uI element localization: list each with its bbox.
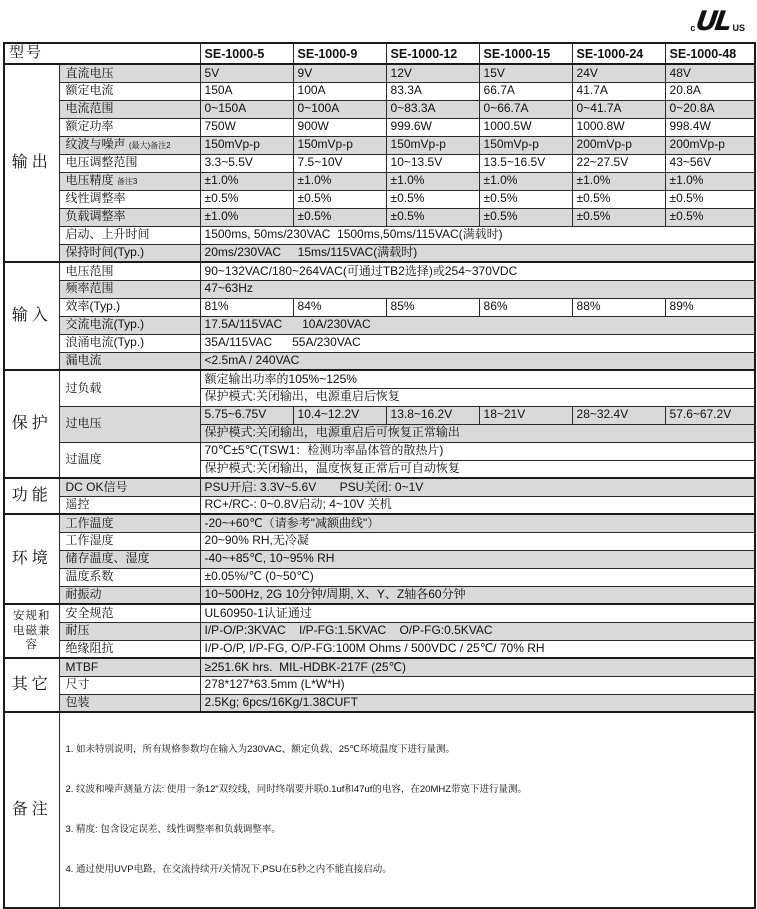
spec-value: -20~+60℃（请参考"减额曲线"） (200, 514, 755, 532)
ul-us-label: US (732, 23, 745, 33)
row-vibration (4, 586, 755, 604)
row-mtbf (4, 658, 755, 676)
specification-table (3, 42, 756, 909)
spec-value: 0~66.7A (479, 100, 572, 118)
row-label: 频率范围 (59, 280, 200, 298)
row-voltage-range (4, 262, 755, 280)
row-working-temp (4, 514, 755, 532)
spec-value: 5.75~6.75V (200, 406, 293, 424)
spec-value: 84% (293, 298, 386, 316)
row-label: 漏电流 (59, 352, 200, 370)
row-withstand-voltage (4, 622, 755, 640)
footnote-ref: (最大)备注2 (128, 141, 171, 151)
note-line: 1. 如未特别说明，所有规格参数均在输入为230VAC、额定负载、25℃环境温度下进行量测。 (65, 743, 455, 755)
section-label-safety-emc: 安规和 电磁兼容 (4, 604, 59, 658)
spec-value: 998.4W (665, 118, 755, 136)
spec-value: 3.3~5.5V (200, 154, 293, 172)
spec-value: 57.6~67.2V (665, 406, 755, 424)
section-output (4, 64, 755, 262)
spec-value: 28~32.4V (572, 406, 665, 424)
section-function (4, 478, 755, 514)
note-line: 2. 纹波和噪声测量方法: 使用一条12"双绞线，同时终端要并联0.1uf和47uf的电容，在20MHZ带宽下进行量测。 (65, 784, 528, 796)
spec-value: 200mVp-p (665, 136, 755, 154)
spec-value: ±0.5% (293, 208, 386, 226)
spec-value: 150mVp-p (200, 136, 293, 154)
row-label: 过负载 (59, 370, 200, 406)
spec-value: 47~63Hz (200, 280, 755, 298)
row-label: 包装 (59, 694, 200, 712)
spec-value: UL60950-1认证通过 (200, 604, 755, 622)
row-voltage-adj-range (4, 154, 755, 172)
row-label: 工作温度 (59, 514, 200, 532)
spec-value: ±1.0% (479, 172, 572, 190)
note-line: 3. 精度: 包含设定误差、线性调整率和负载调整率。 (65, 824, 281, 836)
spec-value: ±0.5% (665, 190, 755, 208)
row-label: 交流电流(Typ.) (59, 316, 200, 334)
spec-value: 150mVp-p (386, 136, 479, 154)
spec-value: I/P-O/P, I/P-FG, O/P-FG:100M Ohms / 500VDC / 25℃/ 70% RH (200, 640, 755, 658)
spec-value: ±0.5% (386, 208, 479, 226)
spec-value: 66.7A (479, 82, 572, 100)
spec-value: 999.6W (386, 118, 479, 136)
spec-value: ±1.0% (572, 172, 665, 190)
spec-value: RC+/RC-: 0~0.8V启动; 4~10V 关机 (200, 496, 755, 514)
spec-value: ±0.5% (572, 190, 665, 208)
spec-value: 86% (479, 298, 572, 316)
spec-value: 200mVp-p (572, 136, 665, 154)
spec-value: 15V (479, 64, 572, 82)
spec-value: ±0.5% (479, 190, 572, 208)
spec-value: ±0.05%/℃ (0~50℃) (200, 568, 755, 586)
spec-value: 9V (293, 64, 386, 82)
row-label: 启动、上升时间 (59, 226, 200, 244)
row-inrush-current (4, 334, 755, 352)
row-label: 电流范围 (59, 100, 200, 118)
spec-value: I/P-O/P:3KVAC I/P-FG:1.5KVAC O/P-FG:0.5KVAC (200, 622, 755, 640)
spec-value: 150A (200, 82, 293, 100)
row-notes (4, 712, 755, 908)
spec-value: 48V (665, 64, 755, 82)
spec-value: ±0.5% (479, 208, 572, 226)
spec-value: 22~27.5V (572, 154, 665, 172)
row-storage-temp (4, 550, 755, 568)
section-safety-emc (4, 604, 755, 658)
spec-value: 20~90% RH,无冷凝 (200, 532, 755, 550)
section-label-input: 输入 (4, 262, 59, 370)
spec-value: 7.5~10V (293, 154, 386, 172)
row-ac-current (4, 316, 755, 334)
section-protection (4, 370, 755, 478)
note-line: 4. 通过使用UVP电路，在交流持续开/关情况下,PSU在5秒之内不能直接启动。 (65, 864, 392, 876)
spec-value: 保护模式:关闭输出，温度恢复正常后可自动恢复 (200, 460, 755, 478)
row-working-humidity (4, 532, 755, 550)
row-label: MTBF (59, 658, 200, 676)
spec-value: <2.5mA / 240VAC (200, 352, 755, 370)
section-label-others: 其它 (4, 658, 59, 712)
row-label: 耐振动 (59, 586, 200, 604)
spec-value: 0~100A (293, 100, 386, 118)
notes-cell (59, 712, 755, 908)
row-label: 保持时间(Typ.) (59, 244, 200, 262)
row-label: 电压调整范围 (59, 154, 200, 172)
footnote-ref: 备注3 (116, 177, 138, 187)
spec-value: 额定输出功率的105%~125% (200, 370, 755, 388)
spec-value: 18~21V (479, 406, 572, 424)
spec-value: 85% (386, 298, 479, 316)
spec-value: 0~41.7A (572, 100, 665, 118)
row-label: 遥控 (59, 496, 200, 514)
spec-value: ±0.5% (665, 208, 755, 226)
spec-value: 278*127*63.5mm (L*W*H) (200, 676, 755, 694)
section-others (4, 658, 755, 712)
spec-value: 0~83.3A (386, 100, 479, 118)
spec-value: 83.3A (386, 82, 479, 100)
row-dimension (4, 676, 755, 694)
row-isolation-resistance (4, 640, 755, 658)
spec-value: 保护模式:关闭输出，电源重启后恢复 (200, 388, 755, 406)
row-packing (4, 694, 755, 712)
spec-value: 2.5Kg; 6pcs/16Kg/1.38CUFT (200, 694, 755, 712)
row-voltage-tolerance (4, 172, 755, 190)
row-rated-current (4, 82, 755, 100)
section-label-protection: 保护 (4, 370, 59, 478)
model-name: SE-1000-24 (572, 43, 665, 64)
row-label: 效率(Typ.) (59, 298, 200, 316)
section-notes (4, 712, 755, 908)
row-current-range (4, 100, 755, 118)
row-safety-standards (4, 604, 755, 622)
spec-value: ±0.5% (293, 190, 386, 208)
spec-value: 89% (665, 298, 755, 316)
row-label: 纹波与噪声 (最大)备注2 (59, 136, 200, 154)
row-label: 绝缘阻抗 (59, 640, 200, 658)
row-label: 直流电压 (59, 64, 200, 82)
spec-value: 88% (572, 298, 665, 316)
row-line-regulation (4, 190, 755, 208)
spec-value: 900W (293, 118, 386, 136)
spec-value: 13.8~16.2V (386, 406, 479, 424)
row-label: 额定电流 (59, 82, 200, 100)
row-label: 浪涌电流(Typ.) (59, 334, 200, 352)
row-label: 工作湿度 (59, 532, 200, 550)
row-temp-coefficient (4, 568, 755, 586)
row-label: 线性调整率 (59, 190, 200, 208)
spec-value: 20.8A (665, 82, 755, 100)
row-ripple-noise (4, 136, 755, 154)
spec-value: 41.7A (572, 82, 665, 100)
section-environment (4, 514, 755, 604)
spec-value: ±0.5% (386, 190, 479, 208)
spec-value: 10.4~12.2V (293, 406, 386, 424)
section-input (4, 262, 755, 370)
spec-value: 0~20.8A (665, 100, 755, 118)
row-label: 耐压 (59, 622, 200, 640)
spec-value: PSU开启: 3.3V~5.6V PSU关闭: 0~1V (200, 478, 755, 496)
row-hold-time (4, 244, 755, 262)
row-label: DC OK信号 (59, 478, 200, 496)
spec-value: 35A/115VAC 55A/230VAC (200, 334, 755, 352)
row-dc-voltage (4, 64, 755, 82)
spec-value: 90~132VAC/180~264VAC(可通过TB2选择)或254~370VDC (200, 262, 755, 280)
spec-value: 1500ms, 50ms/230VAC 1500ms,50ms/115VAC(满载时) (200, 226, 755, 244)
spec-value: 81% (200, 298, 293, 316)
spec-value: 750W (200, 118, 293, 136)
row-overload-value (4, 370, 755, 388)
row-label: 过电压 (59, 406, 200, 442)
spec-value: 10~500Hz, 2G 10分钟/周期, X、Y、Z轴各60分钟 (200, 586, 755, 604)
row-frequency-range (4, 280, 755, 298)
section-label-output: 输出 (4, 64, 59, 262)
row-rated-power (4, 118, 755, 136)
row-overtemp-value (4, 442, 755, 460)
section-label-function: 功能 (4, 478, 59, 514)
spec-value: 100A (293, 82, 386, 100)
row-label: 安全规范 (59, 604, 200, 622)
row-label: 电压范围 (59, 262, 200, 280)
row-label: 过温度 (59, 442, 200, 478)
spec-value: 保护模式:关闭输出，电源重启后可恢复正常输出 (200, 424, 755, 442)
model-name: SE-1000-48 (665, 43, 755, 64)
ul-mark-icon: UL (694, 6, 732, 37)
spec-value: ±1.0% (386, 172, 479, 190)
spec-value: 20ms/230VAC 15ms/115VAC(满载时) (200, 244, 755, 262)
spec-value: ±1.0% (200, 172, 293, 190)
spec-value: ±0.5% (572, 208, 665, 226)
row-label: 尺寸 (59, 676, 200, 694)
spec-value: 1000.5W (479, 118, 572, 136)
spec-value: 13.5~16.5V (479, 154, 572, 172)
row-dc-ok (4, 478, 755, 496)
spec-value: ±1.0% (293, 172, 386, 190)
spec-value: ±0.5% (200, 190, 293, 208)
row-label: 储存温度、湿度 (59, 550, 200, 568)
model-column-label: 型号 (4, 43, 200, 64)
model-name: SE-1000-5 (200, 43, 293, 64)
model-name: SE-1000-9 (293, 43, 386, 64)
section-label-environment: 环境 (4, 514, 59, 604)
spec-value: 12V (386, 64, 479, 82)
ul-c-label: c (690, 23, 696, 33)
row-label: 电压精度 备注3 (59, 172, 200, 190)
row-efficiency (4, 298, 755, 316)
section-label-notes: 备注 (4, 712, 59, 908)
spec-value: 150mVp-p (479, 136, 572, 154)
row-label: 温度系数 (59, 568, 200, 586)
spec-value: 1000.8W (572, 118, 665, 136)
row-overvoltage-value (4, 406, 755, 424)
spec-value: ≥251.6K hrs. MIL-HDBK-217F (25℃) (200, 658, 755, 676)
spec-value: ±1.0% (665, 172, 755, 190)
spec-value: 150mVp-p (293, 136, 386, 154)
spec-value: 0~150A (200, 100, 293, 118)
spec-value: -40~+85℃, 10~95% RH (200, 550, 755, 568)
spec-value: 24V (572, 64, 665, 82)
model-name: SE-1000-12 (386, 43, 479, 64)
row-leakage-current (4, 352, 755, 370)
row-remote-control (4, 496, 755, 514)
spec-value: 17.5A/115VAC 10A/230VAC (200, 316, 755, 334)
ul-certification-logo (690, 8, 745, 35)
spec-value: 43~56V (665, 154, 755, 172)
spec-value: ±1.0% (200, 208, 293, 226)
row-load-regulation (4, 208, 755, 226)
spec-value: 5V (200, 64, 293, 82)
row-label: 额定功率 (59, 118, 200, 136)
table-header-row (4, 43, 755, 64)
model-name: SE-1000-15 (479, 43, 572, 64)
row-label: 负载调整率 (59, 208, 200, 226)
spec-value: 10~13.5V (386, 154, 479, 172)
row-setup-rise-time (4, 226, 755, 244)
spec-value: 70℃±5℃(TSW1：检测功率晶体管的散热片) (200, 442, 755, 460)
